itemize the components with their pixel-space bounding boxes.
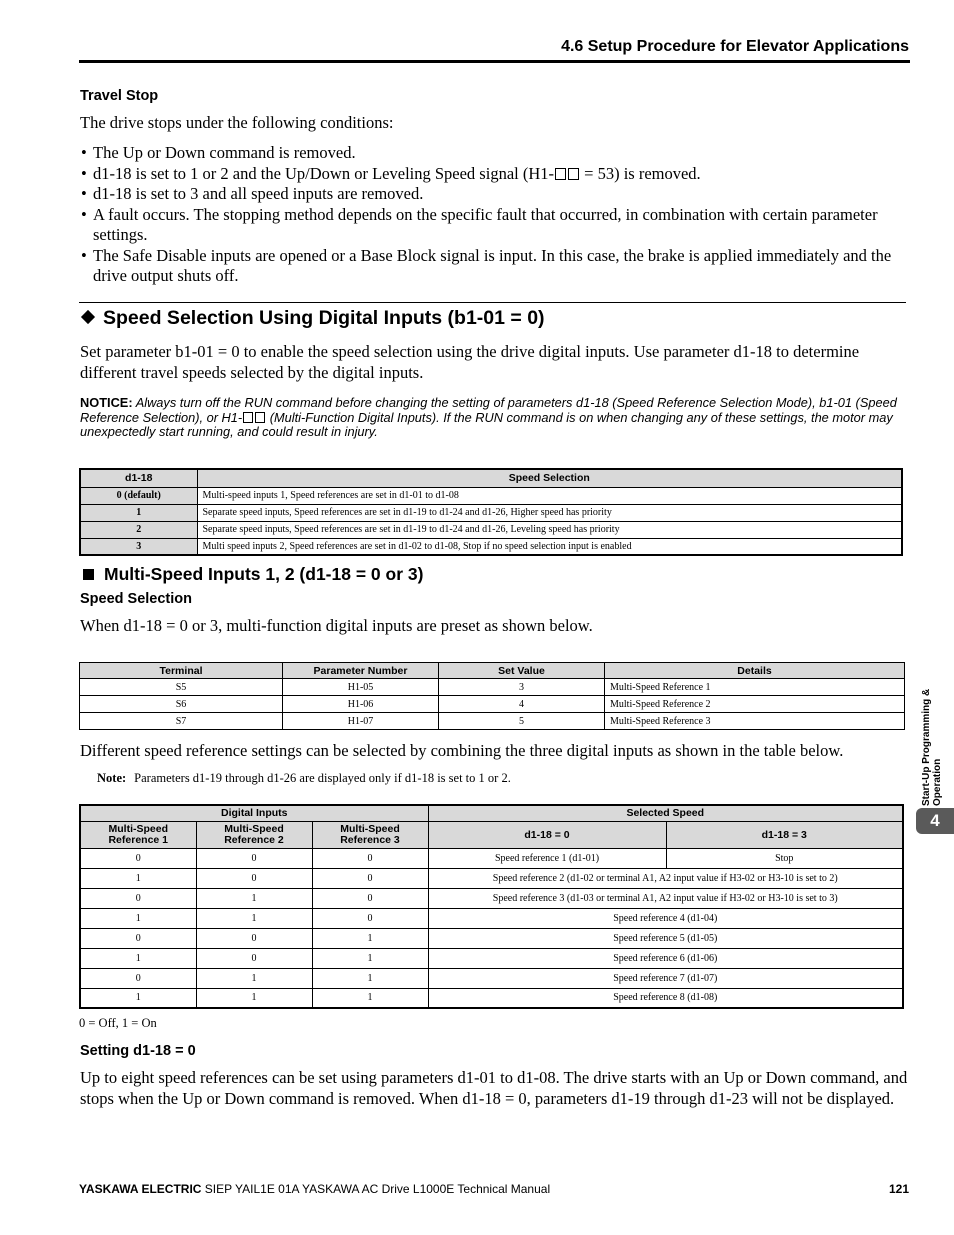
table-cell: 0 bbox=[312, 848, 428, 868]
table-cell: 4 bbox=[439, 696, 605, 713]
table-cell: 2 bbox=[80, 521, 197, 538]
subsection-title: Multi-Speed Inputs 1, 2 (d1-18 = 0 or 3) bbox=[83, 564, 423, 585]
table-cell: 1 bbox=[80, 868, 196, 888]
table-header: Multi-Speed Reference 1 bbox=[80, 821, 196, 848]
table-row bbox=[80, 888, 903, 908]
table-cell: 1 bbox=[196, 908, 312, 928]
table-cell: Multi-Speed Reference 3 bbox=[605, 713, 905, 730]
square-bullet-icon bbox=[83, 569, 94, 580]
chapter-side-label: Start-Up Programming & Operation bbox=[921, 688, 943, 806]
table-cell: 3 bbox=[439, 679, 605, 696]
table-cell: 0 bbox=[312, 888, 428, 908]
table-cell: 1 bbox=[80, 504, 197, 521]
table-header: Parameter Number bbox=[283, 663, 439, 679]
table-cell: 0 bbox=[196, 928, 312, 948]
table-header: Details bbox=[605, 663, 905, 679]
list-item: • The Safe Disable inputs are opened or a Base Block signal is input. In this case, the brake is applied immediately and the drive output shuts off. bbox=[80, 246, 910, 287]
placeholder-box-icon bbox=[555, 168, 566, 180]
travel-stop-intro: The drive stops under the following conditions: bbox=[80, 113, 394, 132]
d1-18-table bbox=[79, 468, 903, 556]
table-header: Multi-Speed Reference 2 bbox=[196, 821, 312, 848]
table-row bbox=[80, 948, 903, 968]
multi-speed-paragraph: When d1-18 = 0 or 3, multi-function digital inputs are preset as shown below. bbox=[80, 616, 593, 635]
table-cell: Speed reference 2 (d1-02 or terminal A1, A2 input value if H3-02 or H3-10 is set to 2) bbox=[428, 868, 903, 888]
table-cell: 1 bbox=[312, 948, 428, 968]
table-cell: 0 bbox=[80, 968, 196, 988]
footer-manual: YASKAWA ELECTRIC SIEP YAIL1E 01A YASKAWA AC Drive L1000E Technical Manual bbox=[79, 1182, 551, 1196]
table-cell: Speed reference 6 (d1-06) bbox=[428, 948, 903, 968]
table-cell: Speed reference 4 (d1-04) bbox=[428, 908, 903, 928]
table-legend: 0 = Off, 1 = On bbox=[79, 1016, 157, 1030]
table-cell: 0 bbox=[80, 928, 196, 948]
note-line: Note: Parameters d1-19 through d1-26 are displayed only if d1-18 is set to 1 or 2. bbox=[97, 771, 511, 785]
list-item: • d1-18 is set to 3 and all speed inputs are removed. bbox=[80, 184, 910, 205]
list-item: • d1-18 is set to 1 or 2 and the Up/Down or Leveling Speed signal (H1- = 53) is removed. bbox=[80, 164, 910, 185]
table-cell: Separate speed inputs, Speed references are set in d1-19 to d1-24 and d1-26, Higher speed has priority bbox=[197, 504, 902, 521]
section-paragraph: Set parameter b1-01 = 0 to enable the speed selection using the drive digital inputs. Use parameter d1-18 to determine different travel speeds selected by the digital inputs. bbox=[80, 342, 860, 382]
table-cell: 1 bbox=[312, 968, 428, 988]
table-header: Speed Selection bbox=[197, 469, 902, 487]
table-cell: Speed reference 3 (d1-03 or terminal A1, A2 input value if H3-02 or H3-10 is set to 3) bbox=[428, 888, 903, 908]
table-cell: 1 bbox=[196, 988, 312, 1008]
placeholder-box-icon bbox=[255, 412, 265, 423]
diamond-icon bbox=[81, 310, 95, 324]
table-row bbox=[80, 696, 905, 713]
table-cell: 0 bbox=[312, 868, 428, 888]
table-header: Multi-Speed Reference 3 bbox=[312, 821, 428, 848]
table-cell: Multi-Speed Reference 2 bbox=[605, 696, 905, 713]
table-row bbox=[80, 968, 903, 988]
table-cell: Stop bbox=[666, 848, 903, 868]
table-cell: 1 bbox=[80, 908, 196, 928]
chapter-tab[interactable]: 4 bbox=[916, 808, 954, 834]
table-cell: S7 bbox=[80, 713, 283, 730]
table-header: Selected Speed bbox=[428, 805, 903, 821]
setting-paragraph: Up to eight speed references can be set using parameters d1-01 to d1-08. The drive starts with an Up or Down command, and stops when the Up or Down command is removed. When d1-18 = 0, parameters d1-19 through d1-23 will not be displayed. bbox=[80, 1068, 908, 1108]
table-header: d1-18 = 3 bbox=[666, 821, 903, 848]
placeholder-box-icon bbox=[243, 412, 253, 423]
table-cell: 1 bbox=[80, 988, 196, 1008]
table-cell: 1 bbox=[196, 888, 312, 908]
combination-paragraph: Different speed reference settings can be selected by combining the three digital inputs as shown in the table below. bbox=[80, 741, 844, 760]
table-header: d1-18 bbox=[80, 469, 197, 487]
table-header: Terminal bbox=[80, 663, 283, 679]
table-cell: Speed reference 8 (d1-08) bbox=[428, 988, 903, 1008]
terminal-table bbox=[79, 662, 905, 730]
table-row bbox=[80, 848, 903, 868]
section-rule bbox=[79, 302, 906, 303]
table-cell: Multi-Speed Reference 1 bbox=[605, 679, 905, 696]
section-title: Speed Selection Using Digital Inputs (b1-01 = 0) bbox=[80, 307, 545, 330]
table-cell: 1 bbox=[80, 948, 196, 968]
table-cell: 3 bbox=[80, 538, 197, 555]
travel-stop-heading: Travel Stop bbox=[80, 88, 159, 104]
table-cell: 1 bbox=[196, 968, 312, 988]
placeholder-box-icon bbox=[568, 168, 579, 180]
speed-combination-table bbox=[79, 804, 904, 1009]
table-cell: Multi-speed inputs 1, Speed references are set in d1-01 to d1-08 bbox=[197, 487, 902, 504]
table-row bbox=[80, 679, 905, 696]
list-item: • A fault occurs. The stopping method depends on the specific fault that occurred, in combination with certain parameter settings. bbox=[80, 205, 910, 246]
table-cell: Speed reference 7 (d1-07) bbox=[428, 968, 903, 988]
header-rule bbox=[79, 60, 910, 63]
page-number: 121 bbox=[888, 1182, 909, 1196]
table-cell: 5 bbox=[439, 713, 605, 730]
table-cell: 0 bbox=[196, 848, 312, 868]
table-cell: S5 bbox=[80, 679, 283, 696]
running-header: 4.6 Setup Procedure for Elevator Applications bbox=[561, 38, 909, 55]
table-row bbox=[80, 928, 903, 948]
table-header: Digital Inputs bbox=[80, 805, 428, 821]
stop-conditions-list bbox=[80, 143, 910, 287]
table-cell: S6 bbox=[80, 696, 283, 713]
table-cell: Speed reference 1 (d1-01) bbox=[428, 848, 666, 868]
table-cell: H1-06 bbox=[283, 696, 439, 713]
table-cell: 0 bbox=[80, 848, 196, 868]
notice-block: NOTICE: Always turn off the RUN command before changing the setting of parameters d1-18 (Speed Reference Selection Mode), b1-01 (Speed Reference Selection), or H1- (Multi-Function Digital Inputs). If the RUN command is on when changing any of these settings, the motor may unexpectedly start running, and could result in injury. bbox=[80, 395, 897, 439]
speed-selection-heading: Speed Selection bbox=[80, 591, 193, 607]
table-row bbox=[80, 988, 903, 1008]
setting-heading: Setting d1-18 = 0 bbox=[80, 1043, 196, 1059]
table-cell: Separate speed inputs, Speed references are set in d1-19 to d1-24 and d1-26, Leveling speed has priority bbox=[197, 521, 902, 538]
table-header: Set Value bbox=[439, 663, 605, 679]
table-cell: Speed reference 5 (d1-05) bbox=[428, 928, 903, 948]
table-cell: 0 (default) bbox=[80, 487, 197, 504]
table-row bbox=[80, 868, 903, 888]
table-cell: 0 bbox=[312, 908, 428, 928]
table-row bbox=[80, 908, 903, 928]
list-item: • The Up or Down command is removed. bbox=[80, 143, 910, 164]
table-header: d1-18 = 0 bbox=[428, 821, 666, 848]
table-cell: Multi speed inputs 2, Speed references are set in d1-02 to d1-08, Stop if no speed selection input is enabled bbox=[197, 538, 902, 555]
table-cell: H1-07 bbox=[283, 713, 439, 730]
table-cell: 1 bbox=[312, 988, 428, 1008]
table-cell: 0 bbox=[196, 868, 312, 888]
table-cell: 0 bbox=[196, 948, 312, 968]
table-cell: H1-05 bbox=[283, 679, 439, 696]
table-cell: 1 bbox=[312, 928, 428, 948]
table-cell: 0 bbox=[80, 888, 196, 908]
table-row bbox=[80, 713, 905, 730]
